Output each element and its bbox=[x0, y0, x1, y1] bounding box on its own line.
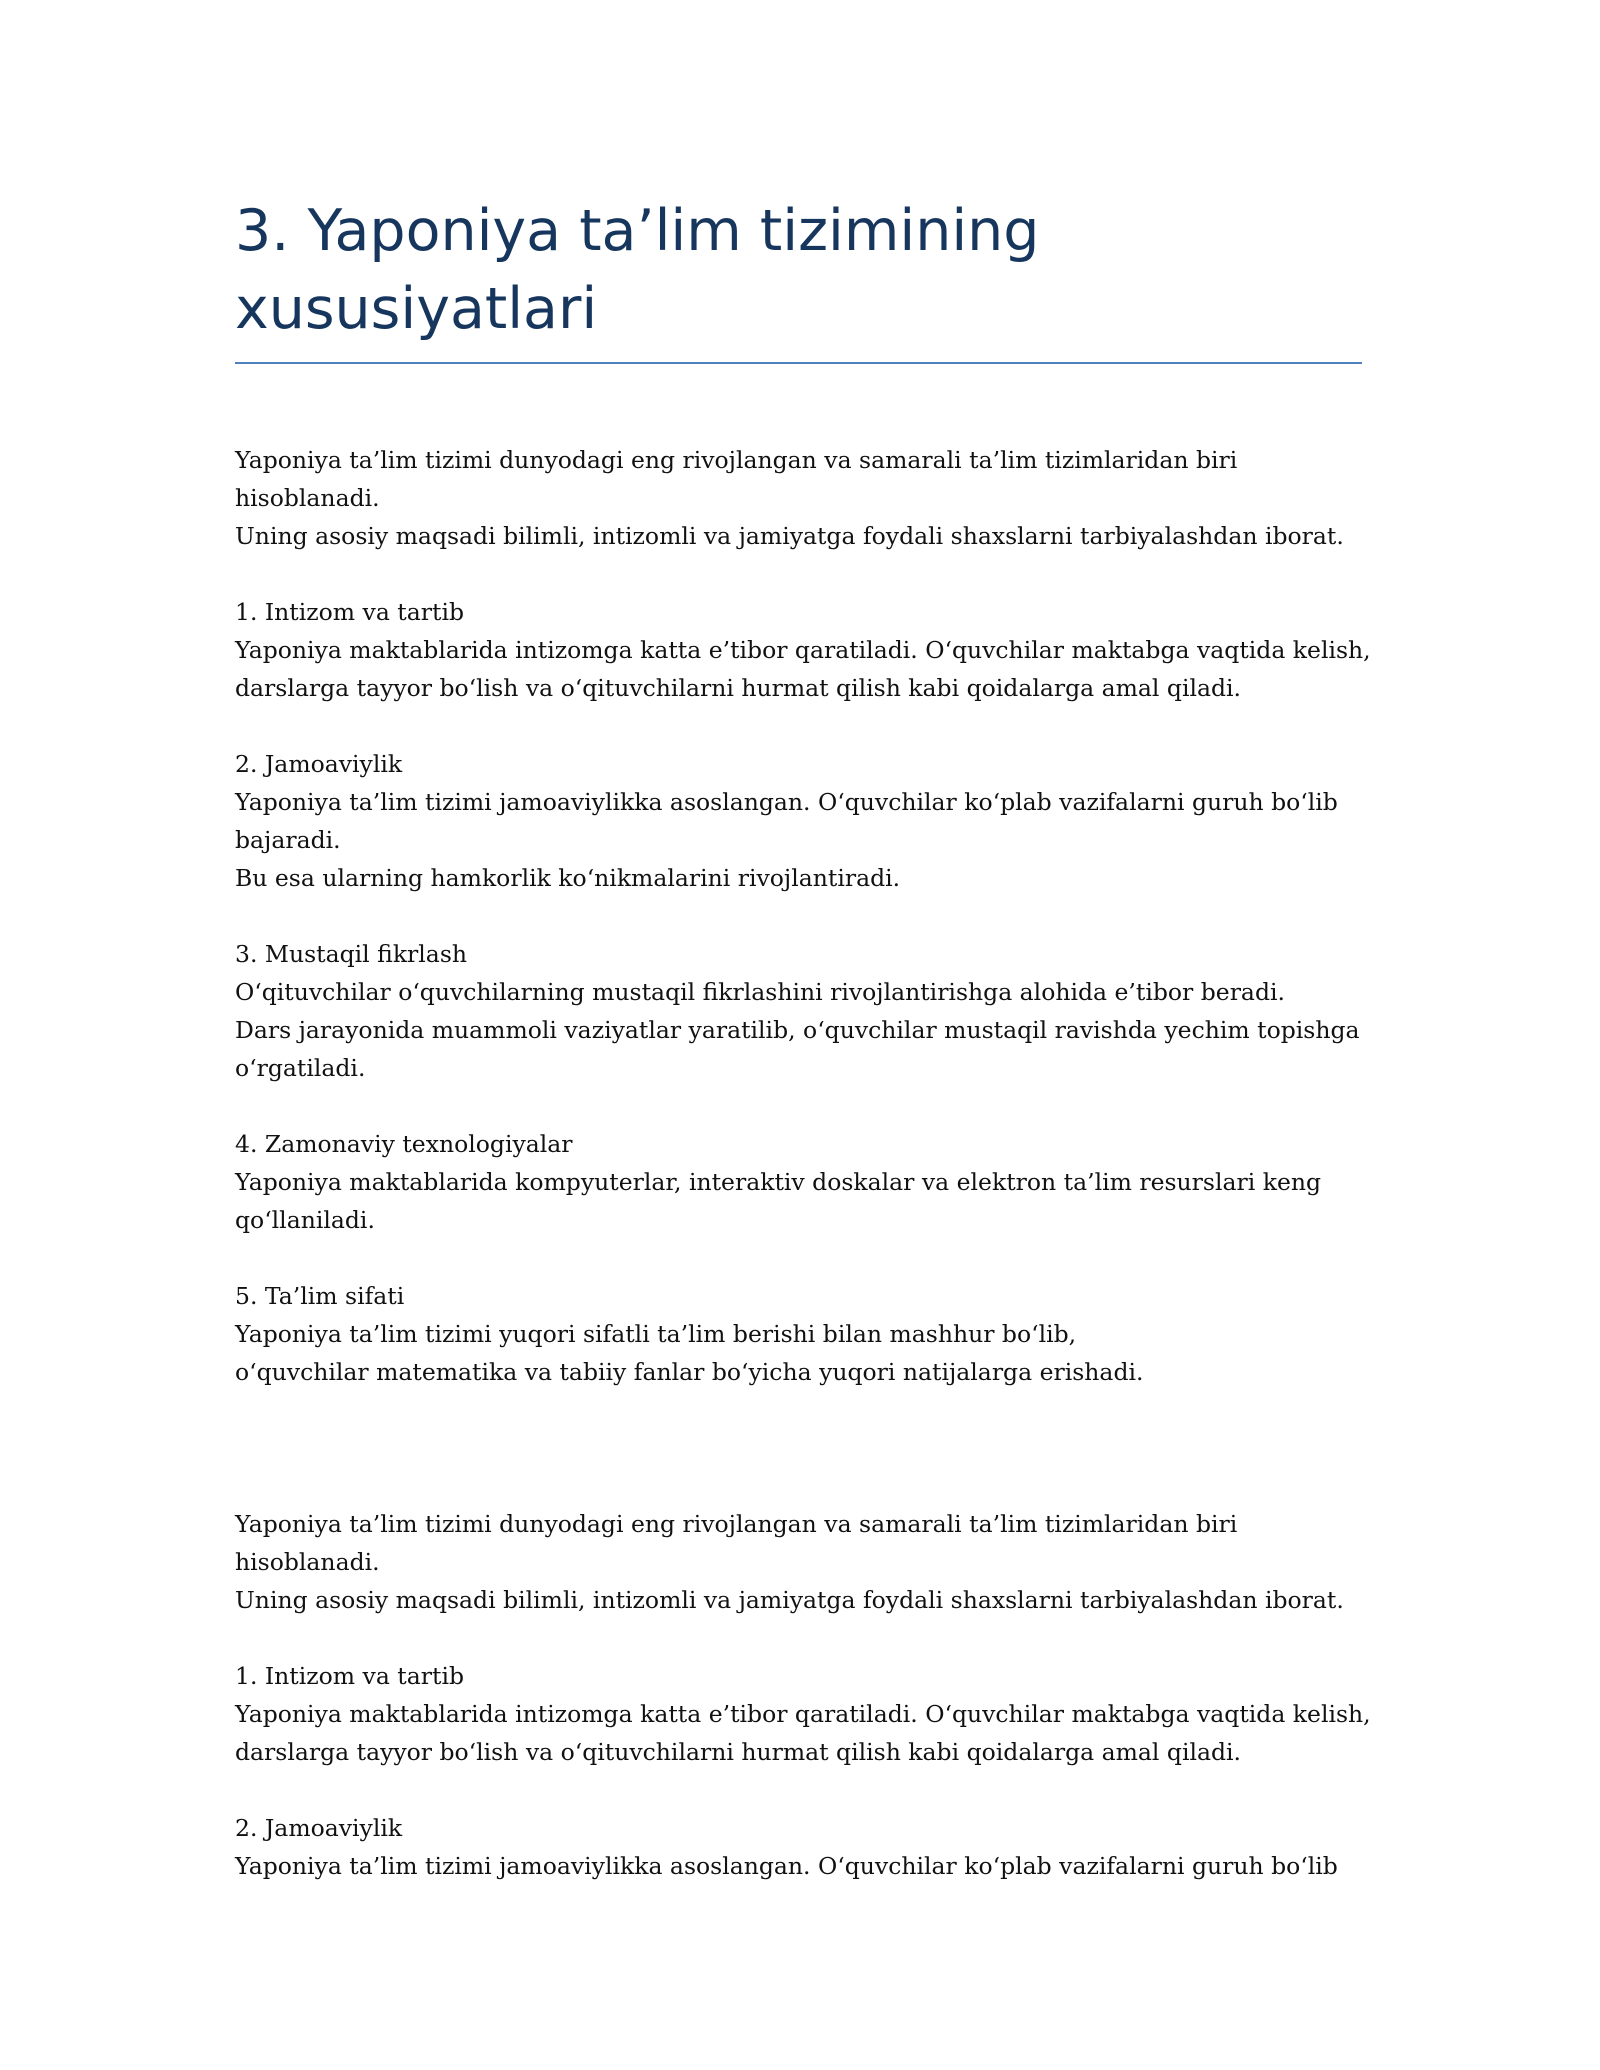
text-line: Yaponiya ta’lim tizimi jamoaviylikka asoslangan. O‘quvchilar ko‘plab vazifalarni guruh bo‘lib bbox=[235, 1852, 1338, 1880]
list-item bbox=[235, 1657, 1371, 1771]
text-line: Yaponiya ta’lim tizimi dunyodagi eng rivojlangan va samarali ta’lim tizimlaridan biri bbox=[235, 1510, 1238, 1538]
text-line: o‘quvchilar matematika va tabiiy fanlar bo‘yicha yuqori natijalarga erishadi. bbox=[235, 1358, 1144, 1386]
item-heading: 3. Mustaqil fikrlash bbox=[235, 940, 468, 968]
item-heading: 2. Jamoaviylik bbox=[235, 750, 403, 778]
text-line: Uning asosiy maqsadi bilimli, intizomli va jamiyatga foydali shaxslarni tarbiyalashdan iborat. bbox=[235, 1586, 1344, 1614]
intro-paragraph bbox=[235, 1505, 1365, 1619]
text-line: O‘qituvchilar o‘quvchilarning mustaqil fikrlashini rivojlantirishga alohida e’tibor beradi. bbox=[235, 978, 1285, 1006]
title-line: xususiyatlari bbox=[235, 276, 598, 342]
text-line: o‘rgatiladi. bbox=[235, 1054, 366, 1082]
text-line: Yaponiya ta’lim tizimi yuqori sifatli ta’lim berishi bilan mashhur bo‘lib, bbox=[235, 1320, 1077, 1348]
text-line: Bu esa ularning hamkorlik ko‘nikmalarini rivojlantiradi. bbox=[235, 864, 901, 892]
list-item bbox=[235, 1809, 1365, 1885]
text-line: qo‘llaniladi. bbox=[235, 1206, 375, 1234]
list-item bbox=[235, 745, 1365, 897]
text-line: darslarga tayyor bo‘lish va o‘qituvchilarni hurmat qilish kabi qoidalarga amal qiladi. bbox=[235, 674, 1242, 702]
list-item bbox=[235, 1125, 1365, 1239]
list-item bbox=[235, 593, 1371, 707]
item-heading: 1. Intizom va tartib bbox=[235, 1662, 464, 1690]
text-line: hisoblanadi. bbox=[235, 484, 380, 512]
item-heading: 2. Jamoaviylik bbox=[235, 1814, 403, 1842]
text-line: Yaponiya maktablarida intizomga katta e’tibor qaratiladi. O‘quvchilar maktabga vaqtida kelish, bbox=[235, 1700, 1371, 1728]
text-line: darslarga tayyor bo‘lish va o‘qituvchilarni hurmat qilish kabi qoidalarga amal qiladi. bbox=[235, 1738, 1242, 1766]
text-line: Yaponiya ta’lim tizimi dunyodagi eng rivojlangan va samarali ta’lim tizimlaridan biri bbox=[235, 446, 1238, 474]
text-line: Dars jarayonida muammoli vaziyatlar yaratilib, o‘quvchilar mustaqil ravishda yechim topishga bbox=[235, 1016, 1360, 1044]
text-line: hisoblanadi. bbox=[235, 1548, 380, 1576]
title-underline bbox=[235, 362, 1362, 364]
item-heading: 1. Intizom va tartib bbox=[235, 598, 464, 626]
text-line: Yaponiya maktablarida intizomga katta e’tibor qaratiladi. O‘quvchilar maktabga vaqtida kelish, bbox=[235, 636, 1371, 664]
list-item bbox=[235, 1277, 1365, 1391]
document-body bbox=[235, 441, 1371, 1885]
text-line: Yaponiya maktablarida kompyuterlar, interaktiv doskalar va elektron ta’lim resurslari keng bbox=[235, 1168, 1322, 1196]
text-line: Uning asosiy maqsadi bilimli, intizomli va jamiyatga foydali shaxslarni tarbiyalashdan iborat. bbox=[235, 522, 1344, 550]
title-line: 3. Yaponiya ta’lim tizimining bbox=[235, 198, 1040, 264]
intro-paragraph bbox=[235, 441, 1365, 555]
page-title bbox=[235, 192, 1360, 348]
list-item bbox=[235, 935, 1365, 1087]
item-heading: 4. Zamonaviy texnologiyalar bbox=[235, 1130, 573, 1158]
item-heading: 5. Ta’lim sifati bbox=[235, 1282, 405, 1310]
text-line: Yaponiya ta’lim tizimi jamoaviylikka asoslangan. O‘quvchilar ko‘plab vazifalarni guruh bo‘lib bbox=[235, 788, 1338, 816]
text-line: bajaradi. bbox=[235, 826, 341, 854]
